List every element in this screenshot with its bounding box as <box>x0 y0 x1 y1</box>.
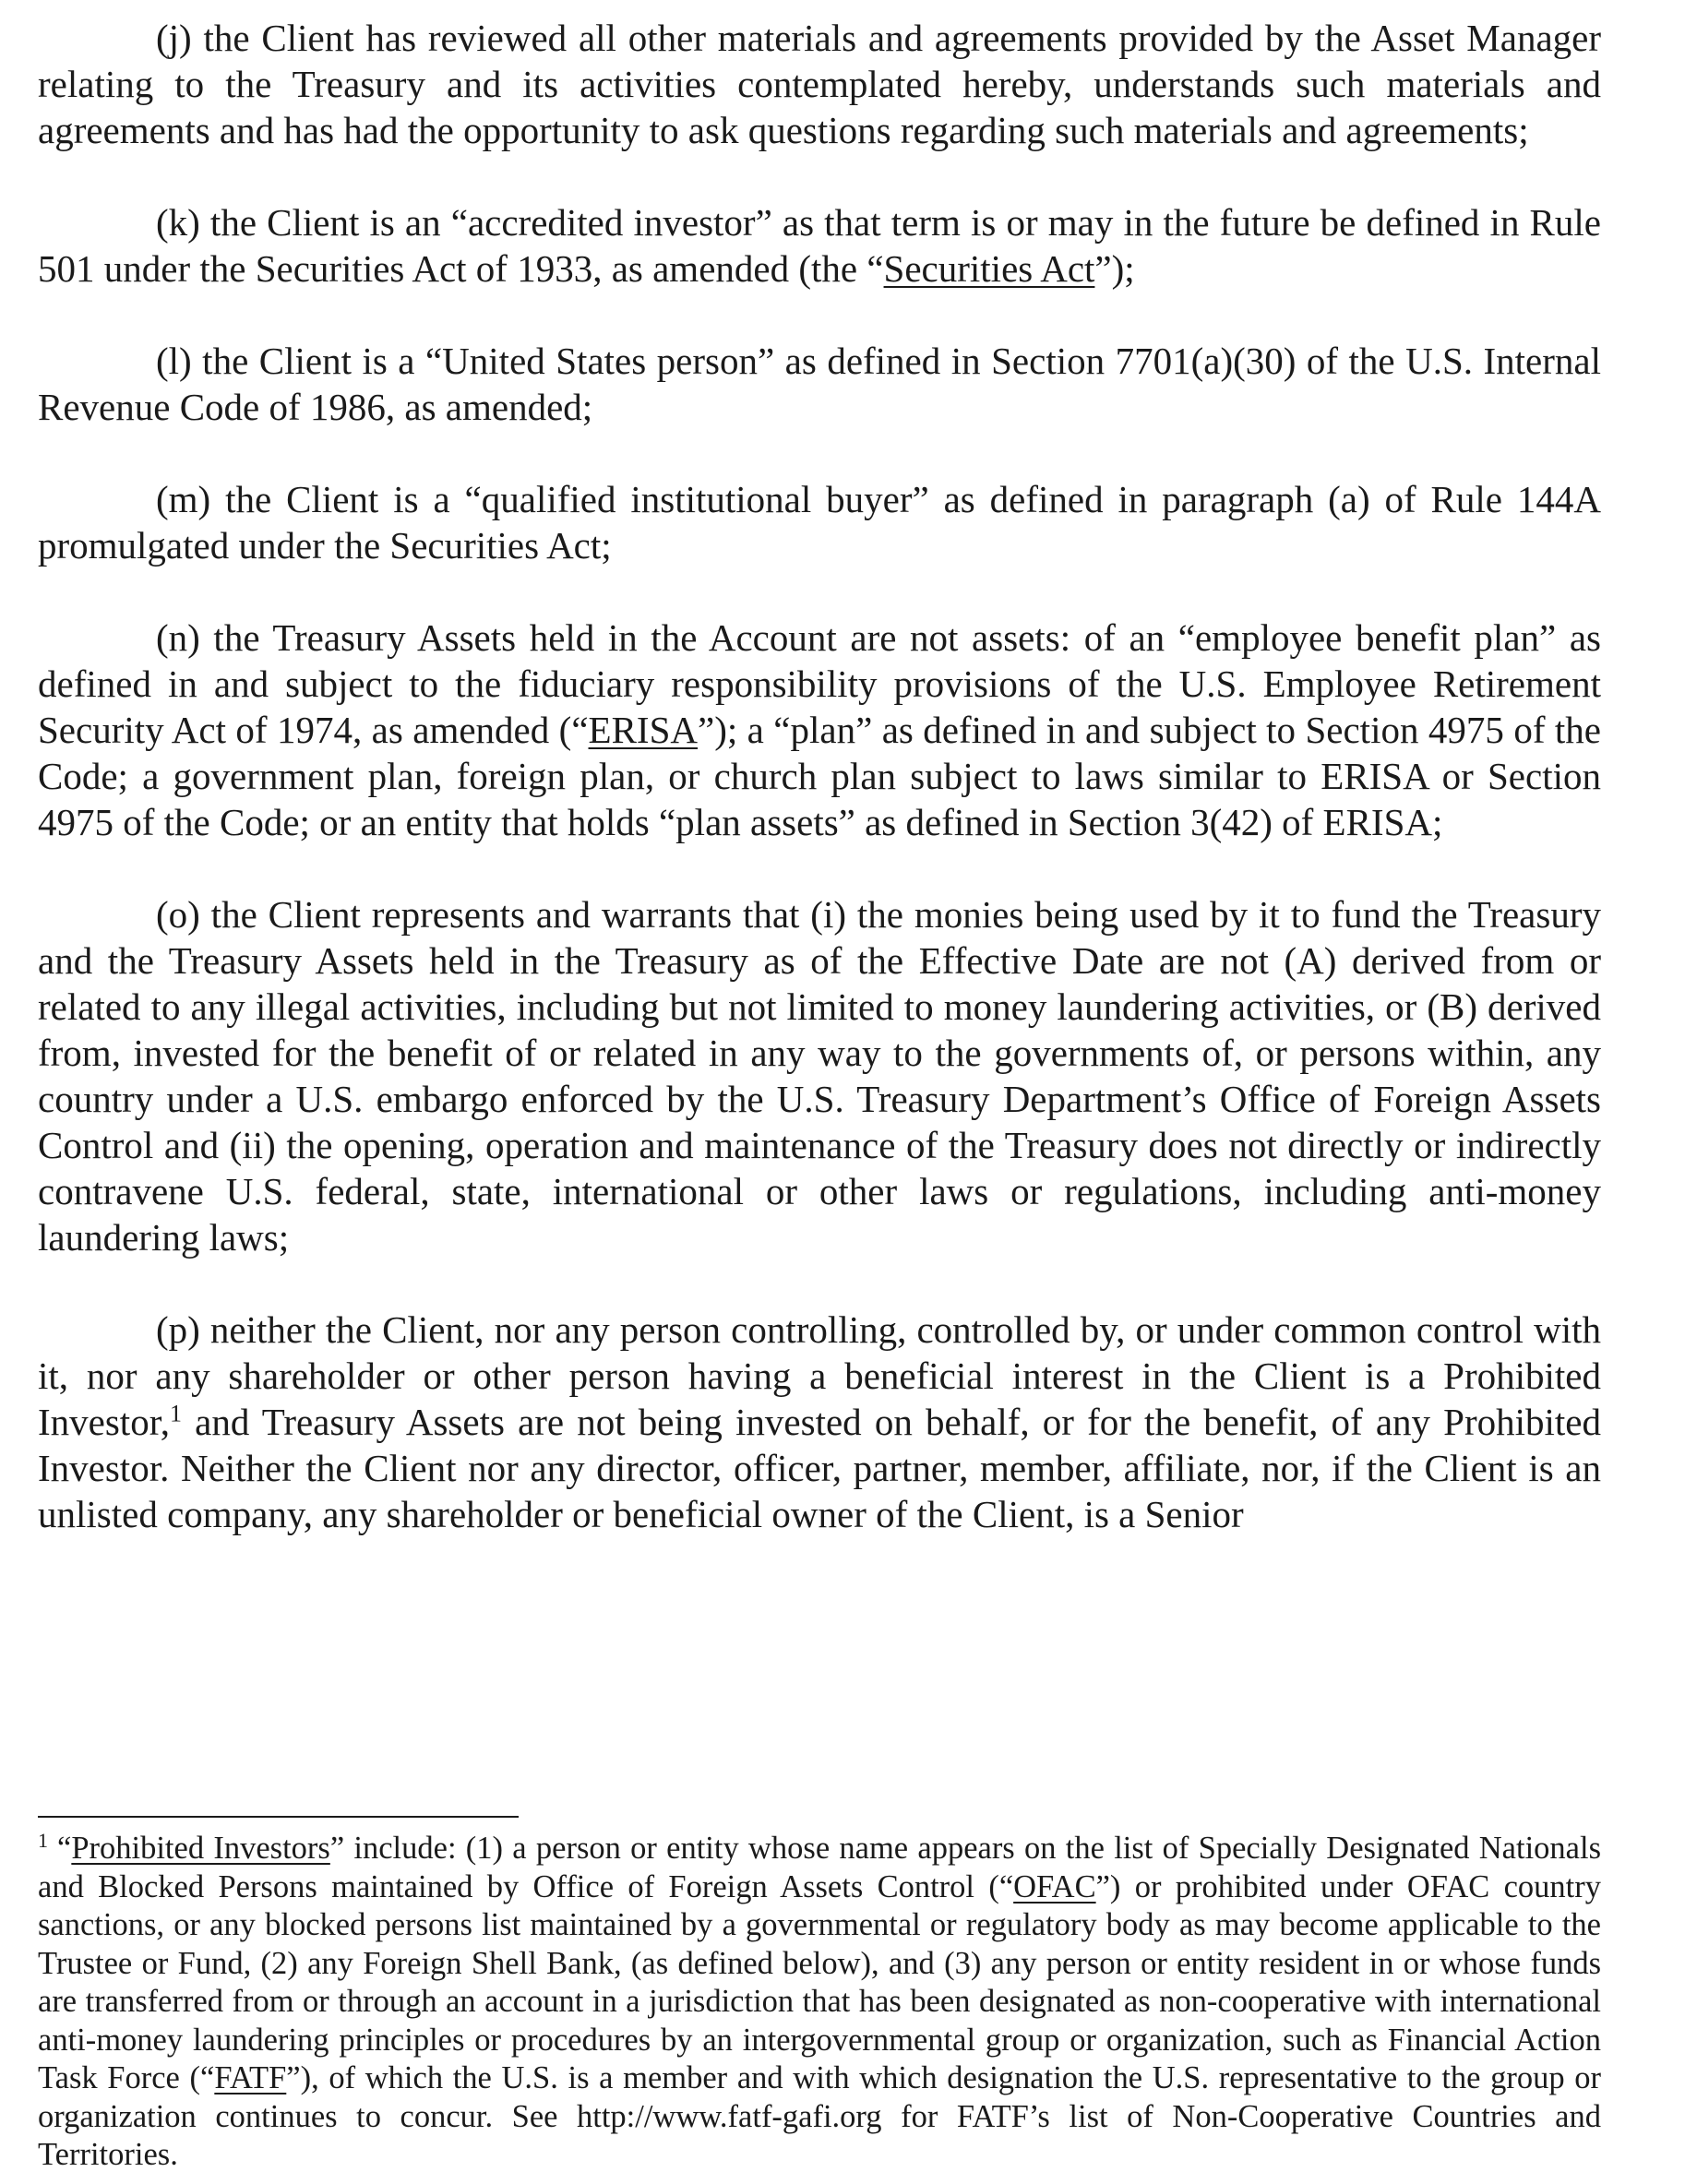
footnote-separator <box>38 1816 519 1818</box>
paragraph-j-text: (j) the Client has reviewed all other materials and agreements provided by the Asset Manager relating to the Treasury and its activities contemplated hereby, understands such materials and agreements and has had the opportunity to ask questions regarding such materials and agreements; <box>38 17 1601 151</box>
paragraph-j <box>38 15 1601 153</box>
defined-term-ofac: OFAC <box>1013 1868 1096 1904</box>
paragraph-k <box>38 199 1601 292</box>
defined-term-prohibited-investors: Prohibited Investors <box>71 1831 330 1866</box>
paragraph-o-text: (o) the Client represents and warrants that (i) the monies being used by it to fund the Treasury and the Treasury Assets held in the Treasury as of the Effective Date are not (A) derived from or related to any illegal activities, including but not limited to money laundering activities, or (B) derived from, invested for the benefit of or related in any way to the governments of, or persons within, any country under a U.S. embargo enforced by the U.S. Treasury Department’s Office of Foreign Assets Control and (ii) the opening, operation and maintenance of the Treasury does not directly or indirectly contravene U.S. federal, state, international or other laws or regulations, including anti-money laundering laws; <box>38 893 1601 1259</box>
paragraph-m <box>38 476 1601 568</box>
paragraph-n-text-before: (n) the Treasury Assets held in the Account are not assets: of an “employee benefit plan” as defined in and subject to the fiduciary responsibility provisions of the U.S. Employee Retirement Security Act of 1974, as amended (“ <box>38 616 1601 751</box>
footnote-1 <box>38 1830 1601 2175</box>
paragraph-p-text-after: and Treasury Assets are not being invested on behalf, or for the benefit, of any Prohibited Investor. Neither the Client nor any director, officer, partner, member, affiliate, nor, if the Client is an unlisted company, any shareholder or beneficial owner of the Client, is a Senior <box>38 1401 1601 1535</box>
document-body <box>38 15 1601 1583</box>
paragraph-m-text: (m) the Client is a “qualified institutional buyer” as defined in paragraph (a) of Rule 144A promulgated under the Securities Act; <box>38 478 1601 567</box>
paragraph-k-text-before: (k) the Client is an “accredited investor” as that term is or may in the future be defined in Rule 501 under the Securities Act of 1933, as amended (the “ <box>38 201 1601 290</box>
footnote-reference[interactable]: 1 <box>169 1400 182 1427</box>
footnote-text-2: ”) or prohibited under OFAC country sanctions, or any blocked persons list maintained by a governmental or regulatory body as may become applicable to the Trustee or Fund, (2) any Foreign Shell Bank, (as defined below), and (3) any person or entity resident in or whose funds are transferred from or through an account in a jurisdiction that has been designated as non-cooperative with international anti-money laundering principles or procedures by an intergovernmental group or organization, such as Financial Action Task Force (“ <box>38 1868 1601 2095</box>
paragraph-l <box>38 338 1601 430</box>
paragraph-k-text-after: ”); <box>1094 247 1135 290</box>
defined-term-fatf: FATF <box>214 2060 287 2095</box>
defined-term-securities-act: Securities Act <box>883 247 1095 290</box>
paragraph-l-text: (l) the Client is a “United States person” as defined in Section 7701(a)(30) of the U.S. Internal Revenue Code of 1986, as amended; <box>38 340 1601 428</box>
paragraph-p <box>38 1307 1601 1537</box>
footnote-marker: 1 <box>38 1828 48 1852</box>
paragraph-n-text-after: ”); a “plan” as defined in and subject to Section 4975 of the Code; a government plan, foreign plan, or church plan subject to laws similar to ERISA or Section 4975 of the Code; or an entity that holds “plan assets” as defined in Section 3(42) of ERISA; <box>38 709 1601 843</box>
paragraph-n <box>38 615 1601 845</box>
paragraph-o <box>38 891 1601 1260</box>
footnote-text-1: ” include: (1) a person or entity whose name appears on the list of Specially Designated Nationals and Blocked Persons maintained by Office of Foreign Assets Control (“ <box>38 1831 1601 1904</box>
paragraph-p-text-before: (p) neither the Client, nor any person controlling, controlled by, or under common control with it, nor any shareholder or other person having a beneficial interest in the Client is a Prohibited Investor, <box>38 1308 1601 1443</box>
defined-term-erisa: ERISA <box>588 709 698 751</box>
footnote-text-3: ”), of which the U.S. is a member and with which designation the U.S. representative to the group or organization continues to concur. See http://www.fatf-gafi.org for FATF’s list of Non-Cooperative Countries and Territories. <box>38 2060 1601 2172</box>
footnote-open-quote: “ <box>57 1831 72 1866</box>
